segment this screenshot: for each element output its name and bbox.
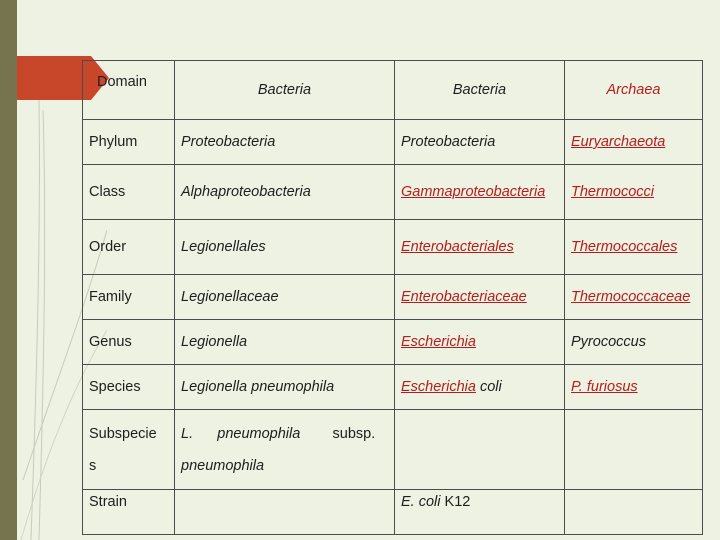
subspecies-abbr: subsp. bbox=[332, 426, 376, 442]
ecoli-cell bbox=[395, 410, 565, 490]
pyrococcus-cell bbox=[565, 490, 703, 535]
ecoli-cell: Proteobacteria bbox=[395, 120, 565, 165]
legionella-cell: Legionella bbox=[175, 320, 395, 365]
table-row bbox=[83, 165, 703, 220]
ecoli-genus-link[interactable]: Escherichia bbox=[401, 379, 476, 395]
header-archaea: Archaea bbox=[565, 61, 703, 120]
pyrococcus-cell: Pyrococcus bbox=[565, 320, 703, 365]
table-row bbox=[83, 120, 703, 165]
taxonomy-table bbox=[82, 60, 703, 535]
pyrococcus-cell[interactable]: Thermococci bbox=[565, 165, 703, 220]
rank-cell: Genus bbox=[83, 320, 175, 365]
legionella-cell: Legionellaceae bbox=[175, 275, 395, 320]
ecoli-strain-cell bbox=[395, 490, 565, 535]
pyrococcus-cell[interactable]: Thermococcaceae bbox=[565, 275, 703, 320]
table-row bbox=[83, 320, 703, 365]
left-decorative-strip bbox=[0, 0, 17, 540]
pyrococcus-cell[interactable]: P. furiosus bbox=[565, 365, 703, 410]
ecoli-cell bbox=[395, 365, 565, 410]
pyrococcus-cell bbox=[565, 410, 703, 490]
table-row bbox=[83, 275, 703, 320]
subspecies-epithet: pneumophila bbox=[181, 458, 265, 474]
strain-organism: E. coli bbox=[401, 494, 441, 510]
ecoli-cell[interactable]: Gammaproteobacteria bbox=[395, 165, 565, 220]
header-bacteria-1: Bacteria bbox=[175, 61, 395, 120]
ecoli-cell[interactable]: Enterobacteriaceae bbox=[395, 275, 565, 320]
subspecies-rank-line1: Subspecie bbox=[89, 426, 157, 442]
subspecies-genus-abbr: L. bbox=[181, 426, 194, 442]
header-domain: Domain bbox=[83, 61, 175, 120]
ecoli-species-name: coli bbox=[479, 379, 502, 395]
table-row-subspecies bbox=[83, 410, 703, 490]
rank-cell: Strain bbox=[83, 490, 175, 535]
legionella-cell: Legionellales bbox=[175, 220, 395, 275]
strain-id: K12 bbox=[440, 494, 471, 510]
header-bacteria-2: Bacteria bbox=[395, 61, 565, 120]
rank-cell: Family bbox=[83, 275, 175, 320]
rank-cell: Class bbox=[83, 165, 175, 220]
ecoli-cell[interactable]: Escherichia bbox=[395, 320, 565, 365]
table-row bbox=[83, 365, 703, 410]
rank-cell: Order bbox=[83, 220, 175, 275]
legionella-cell: Proteobacteria bbox=[175, 120, 395, 165]
legionella-cell: Legionella pneumophila bbox=[175, 365, 395, 410]
ecoli-cell[interactable]: Enterobacteriales bbox=[395, 220, 565, 275]
subspecies-name-cell bbox=[175, 410, 395, 490]
header-row bbox=[83, 61, 703, 120]
rank-cell: Species bbox=[83, 365, 175, 410]
subspecies-rank-line2: s bbox=[89, 458, 97, 474]
table-row bbox=[83, 220, 703, 275]
rank-cell: Phylum bbox=[83, 120, 175, 165]
legionella-cell: Alphaproteobacteria bbox=[175, 165, 395, 220]
subspecies-species: pneumophila bbox=[217, 426, 301, 442]
legionella-cell bbox=[175, 490, 395, 535]
table-row-strain bbox=[83, 490, 703, 535]
pyrococcus-cell[interactable]: Euryarchaeota bbox=[565, 120, 703, 165]
pyrococcus-cell[interactable]: Thermococcales bbox=[565, 220, 703, 275]
rank-cell bbox=[83, 410, 175, 490]
